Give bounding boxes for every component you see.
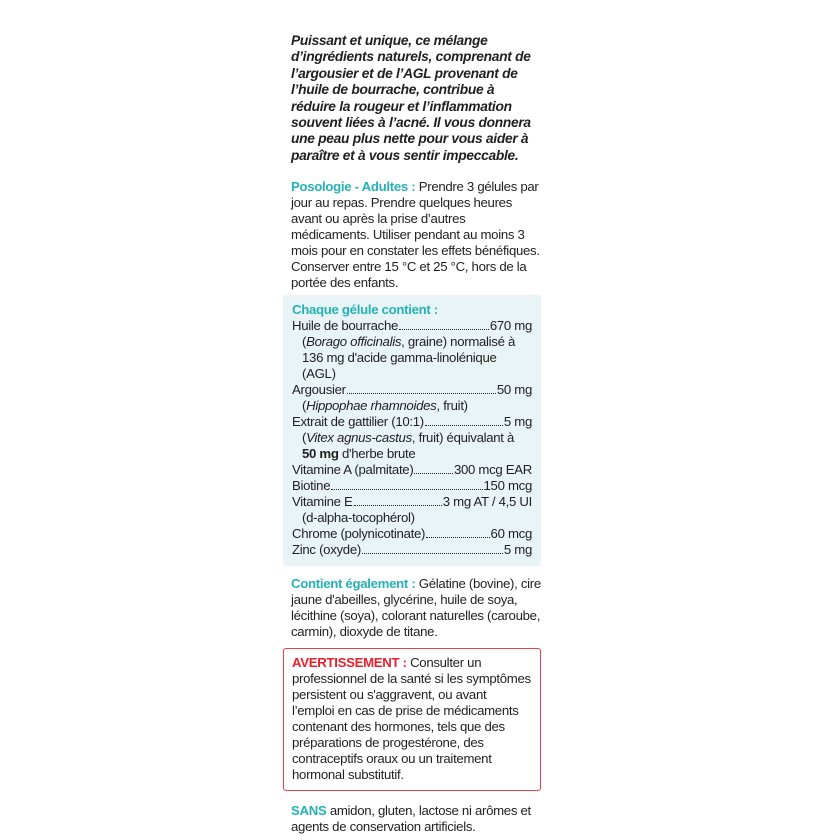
dosage-heading: Posologie - Adultes : [291,179,416,195]
capsule-contents-heading: Chaque gélule contient : [292,302,438,318]
text-segment: , fruit) [436,398,468,414]
ingredient-row [292,494,532,510]
dot-leader [347,393,496,394]
text-segment: , fruit) équivalant à [411,430,515,446]
ingredient-row [292,478,532,494]
text-segment: ( [302,334,307,350]
text-segment: ( [302,430,307,446]
dosage-text: Prendre 3 gélules par jour au repas. Prendre quelques heures avant ou après la prise d’autres médicaments. Utiliser pendant au moins 3 mois pour en constater les effets bénéfiques. Conserver entre 15 °C et 25 °C, hors de la portée des enfants. [291,179,540,291]
ingredient-detail-line [292,510,532,526]
ingredient-name: Chrome (polynicotinate) [292,526,426,542]
dot-leader [399,329,489,330]
dosage-paragraph [291,179,541,291]
intro-text: Puissant et unique, ce mélange d’ingrédients naturels, comprenant de l’argousier et de l’AGL provenant de l’huile de bourrache, contribue à réduire la rougeur et l’inflammation souvent liées à l’acné. Il vous donnera une peau plus nette pour vous aider à paraître et à vous sentir impeccable. [291,33,531,163]
warning-text: Consulter un professionnel de la santé si les symptômes persistent ou s'aggravent, ou avant l’emploi en cas de prise de médicaments contenant des hormones, tels que des préparations de progestérone, des contraceptifs oraux ou un traitement hormonal substitutif. [292,655,531,783]
ingredient-row [292,318,532,334]
ingredient-name: Biotine [292,478,331,494]
text-segment: , graine) normalisé à [401,334,516,350]
ingredient-amount: 5 mg [503,542,532,558]
also-contains-paragraph [291,576,541,640]
free-from-text: amidon, gluten, lactose ni arômes et agents de conservation artificiels. [291,803,531,835]
ingredient-name: Vitamine E [292,494,353,510]
ingredient-row [292,414,532,430]
ingredient-amount: 5 mg [503,414,532,430]
ingredient-amount: 150 mcg [483,478,532,494]
also-contains-text: Gélatine (bovine), cire jaune d'abeilles, glycérine, huile de soya, lécithine (soya), colorant naturelles (caroube, carmin), dioxyde de titane. [291,576,541,640]
ingredient-amount: 50 mg [496,382,532,398]
dot-leader [414,473,453,474]
ingredient-detail-line [292,334,532,350]
dot-leader [331,489,482,490]
ingredient-amount: 300 mcg EAR [453,462,532,478]
ingredient-row [292,526,532,542]
warning-box [283,648,541,791]
warning-heading: AVERTISSEMENT : [292,655,407,671]
text-segment: d'herbe brute [338,446,416,462]
text-segment: 136 mg d'acide gamma-linolénique (AGL) [302,350,497,382]
ingredient-list [292,318,532,558]
ingredient-detail-line [292,398,532,414]
intro-paragraph [291,33,541,164]
ingredient-amount: 3 mg AT / 4,5 UI [442,494,532,510]
text-segment: Vitex agnus-castus [306,430,412,446]
text-segment: (d-alpha-tocophérol) [302,510,415,526]
ingredient-name: Zinc (oxyde) [292,542,361,558]
text-segment: ( [302,398,307,414]
dot-leader [362,553,503,554]
ingredient-detail-line [292,430,532,446]
ingredient-detail-line [292,350,532,382]
ingredient-amount: 60 mcg [490,526,532,542]
also-contains-heading: Contient également : [291,576,416,592]
free-from-heading: SANS [291,803,327,819]
ingredient-amount: 670 mg [489,318,532,334]
ingredient-name: Huile de bourrache [292,318,399,334]
ingredient-name: Argousier [292,382,346,398]
dot-leader [354,505,442,506]
text-segment: Hippophae rhamnoides [306,398,437,414]
dot-leader [425,425,503,426]
label-text-column [283,33,541,835]
ingredient-row [292,462,532,478]
ingredient-row [292,542,532,558]
dot-leader [426,537,489,538]
text-segment: Borago officinalis [306,334,402,350]
free-from-paragraph [291,803,541,835]
ingredient-name: Vitamine A (palmitate) [292,462,414,478]
capsule-contents-box [283,295,541,566]
ingredient-detail-line [292,446,532,462]
ingredient-name: Extrait de gattilier (10:1) [292,414,424,430]
ingredient-row [292,382,532,398]
text-segment: 50 mg [302,446,339,462]
